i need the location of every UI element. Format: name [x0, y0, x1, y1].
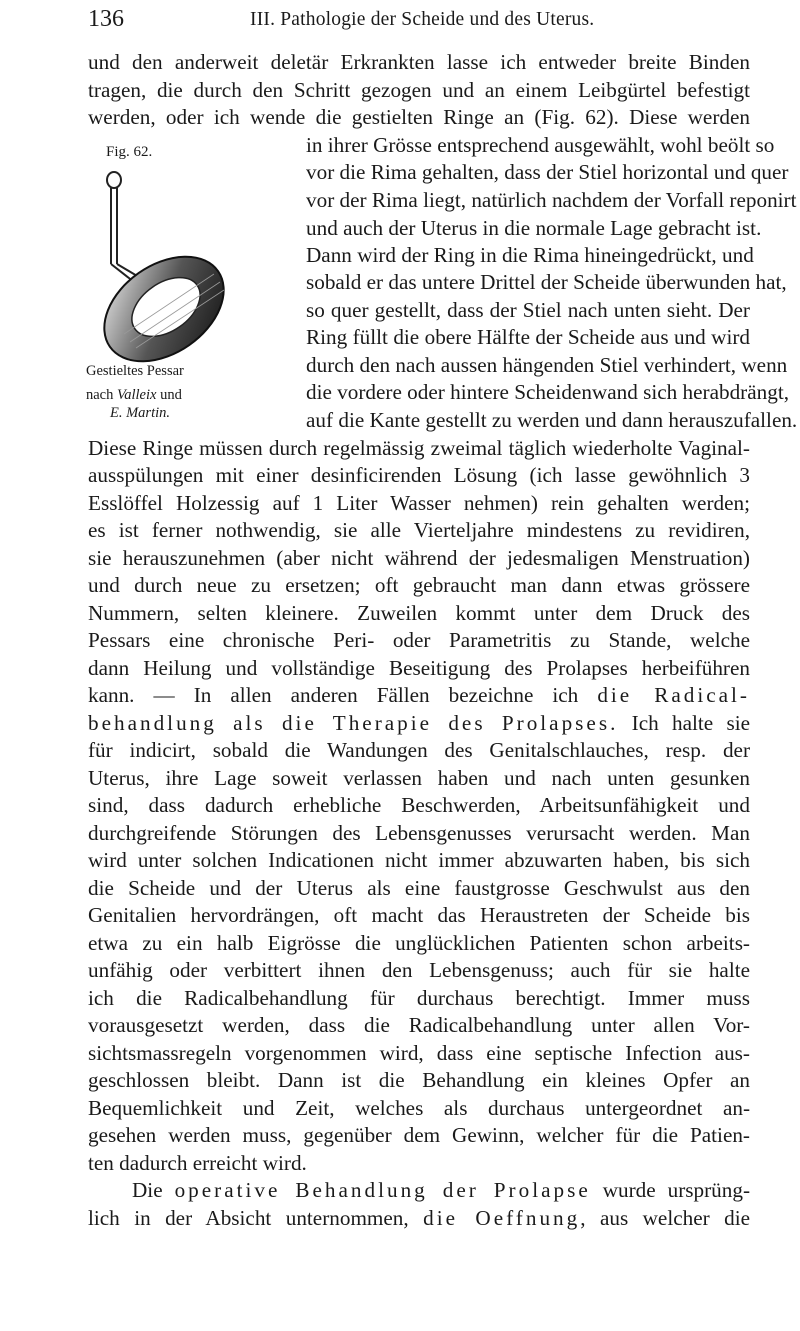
- pessary-stem: [111, 188, 117, 264]
- text-line: sichtsmassregeln vorgenommen wird, dass eine septische Infection aus-: [88, 1041, 750, 1065]
- figure-label: Fig. 62.: [106, 144, 153, 160]
- page-number: 136: [88, 6, 124, 32]
- text-line: [88, 681, 750, 709]
- text-line: es ist ferner nothwendig, sie alle Vierteljahre mindestens zu revidiren,: [88, 518, 750, 542]
- text-line: sie herauszunehmen (aber nicht während der jedesmaligen Menstruation): [88, 546, 750, 570]
- caption-author: E. Martin.: [110, 405, 171, 421]
- text-line: vorausgesetzt werden, dass die Radicalbehandlung unter allen Vor-: [88, 1013, 750, 1037]
- text-line: Ring füllt die obere Hälfte der Scheide aus und wird: [306, 325, 750, 349]
- text-line: durch den nach aussen hängenden Stiel verhindert, wenn: [306, 353, 788, 377]
- text-line: durchgreifende Störungen des Lebensgenusses verursacht werden. Man: [88, 821, 750, 845]
- figure-caption-line: Gestieltes Pessar: [86, 363, 184, 379]
- text-run: kann. — In allen anderen Fällen bezeichne ich: [88, 683, 598, 707]
- figure-caption-line: [110, 402, 170, 424]
- text-line: Esslöffel Holzessig auf 1 Liter Wasser nehmen) rein gehalten werden;: [88, 491, 750, 515]
- text-line: dann Heilung und vollständige Beseitigung des Prolapses herbeiführen: [88, 656, 750, 680]
- running-head: III. Pathologie der Scheide und des Uterus.: [250, 9, 595, 30]
- text-line: sobald er das untere Drittel der Scheide überwunden hat,: [306, 270, 787, 294]
- text-line: [132, 1176, 750, 1204]
- text-run: wurde ursprüng-: [590, 1178, 751, 1202]
- text-line: vor die Rima gehalten, dass der Stiel horizontal und quer: [306, 160, 789, 184]
- emphasis-text: operative Behandlung der Prolapse: [174, 1178, 591, 1202]
- text-line: Bequemlichkeit und Zeit, welches als durchaus untergeordnet an-: [88, 1096, 750, 1120]
- text-line: ich die Radicalbehandlung für durchaus berechtigt. Immer muss: [88, 986, 750, 1010]
- text-line: Nummern, selten kleinere. Zuweilen kommt unter dem Druck des: [88, 601, 750, 625]
- text-line: gesehen werden muss, gegenüber dem Gewinn, welcher für die Patien-: [88, 1123, 750, 1147]
- emphasis-text: die Radical-: [597, 683, 750, 707]
- text-line: sind, dass dadurch erhebliche Beschwerden, Arbeitsunfähigkeit und: [88, 793, 750, 817]
- page-header: [88, 6, 748, 36]
- text-line: unfähig oder verbittert ihnen den Lebensgenuss; auch für sie halte: [88, 958, 750, 982]
- text-line: [88, 709, 750, 737]
- pessary-illustration: [94, 164, 244, 364]
- text-line: Dann wird der Ring in die Rima hineingedrückt, und: [306, 243, 754, 267]
- text-line: wird unter solchen Indicationen nicht immer abzuwarten haben, bis sich: [88, 848, 750, 872]
- text-line: ausspülungen mit einer desinficirenden Lösung (ich lasse gewöhnlich 3: [88, 463, 750, 487]
- caption-author: Valleix: [117, 387, 157, 403]
- pessary-loop-top: [107, 172, 121, 188]
- emphasis-text: die Oeffnung: [423, 1206, 581, 1230]
- caption-text: nach: [86, 387, 117, 403]
- text-line: etwa zu ein halb Eigrösse die unglücklichen Patienten schon arbeits-: [88, 931, 750, 955]
- text-run: Die: [132, 1178, 175, 1202]
- text-line: für indicirt, sobald die Wandungen des Genitalschlauches, resp. der: [88, 738, 750, 762]
- emphasis-text: behandlung als die Therapie des Prolapses.: [88, 711, 619, 735]
- text-line: vor der Rima liegt, natürlich nachdem der Vorfall reponirt: [306, 188, 797, 212]
- text-run: , aus welcher die: [580, 1206, 750, 1230]
- text-line: und auch der Uterus in die normale Lage gebracht ist.: [306, 216, 762, 240]
- figure-62: [86, 144, 304, 421]
- text-line: die vordere oder hintere Scheidenwand sich herabdrängt,: [306, 380, 789, 404]
- text-line: und durch neue zu ersetzen; oft gebraucht man dann etwas grössere: [88, 573, 750, 597]
- text-line: die Scheide und der Uterus als eine faustgrosse Geschwulst aus den: [88, 876, 750, 900]
- text-line: Diese Ringe müssen durch regelmässig zweimal täglich wiederholte Vaginal-: [88, 436, 750, 460]
- text-line: geschlossen bleibt. Dann ist die Behandlung ein kleines Opfer an: [88, 1068, 750, 1092]
- text-line: Uterus, ihre Lage soweit verlassen haben und nach unten gesunken: [88, 766, 750, 790]
- caption-text: und: [156, 387, 182, 403]
- text-line: Pessars eine chronische Peri- oder Parametritis zu Stande, welche: [88, 628, 750, 652]
- text-line: Genitalien hervordrängen, oft macht das Heraustreten der Scheide bis: [88, 903, 750, 927]
- text-line: ten dadurch erreicht wird.: [88, 1151, 307, 1175]
- text-line: in ihrer Grösse entsprechend ausgewählt, wohl beölt so: [306, 133, 775, 157]
- text-line: auf die Kante gestellt zu werden und dann herauszufallen.: [306, 408, 798, 432]
- text-line: so quer gestellt, dass der Stiel nach unten sieht. Der: [306, 298, 750, 322]
- text-run: lich in der Absicht unternommen,: [88, 1206, 424, 1230]
- text-line: werden, oder ich wende die gestielten Ringe an (Fig. 62). Diese werden: [88, 105, 750, 129]
- text-line: [88, 1204, 750, 1232]
- text-run: Ich halte sie: [618, 711, 750, 735]
- text-line: tragen, die durch den Schritt gezogen und an einem Leibgürtel befestigt: [88, 78, 750, 102]
- text-line: und den anderweit deletär Erkrankten lasse ich entweder breite Binden: [88, 50, 750, 74]
